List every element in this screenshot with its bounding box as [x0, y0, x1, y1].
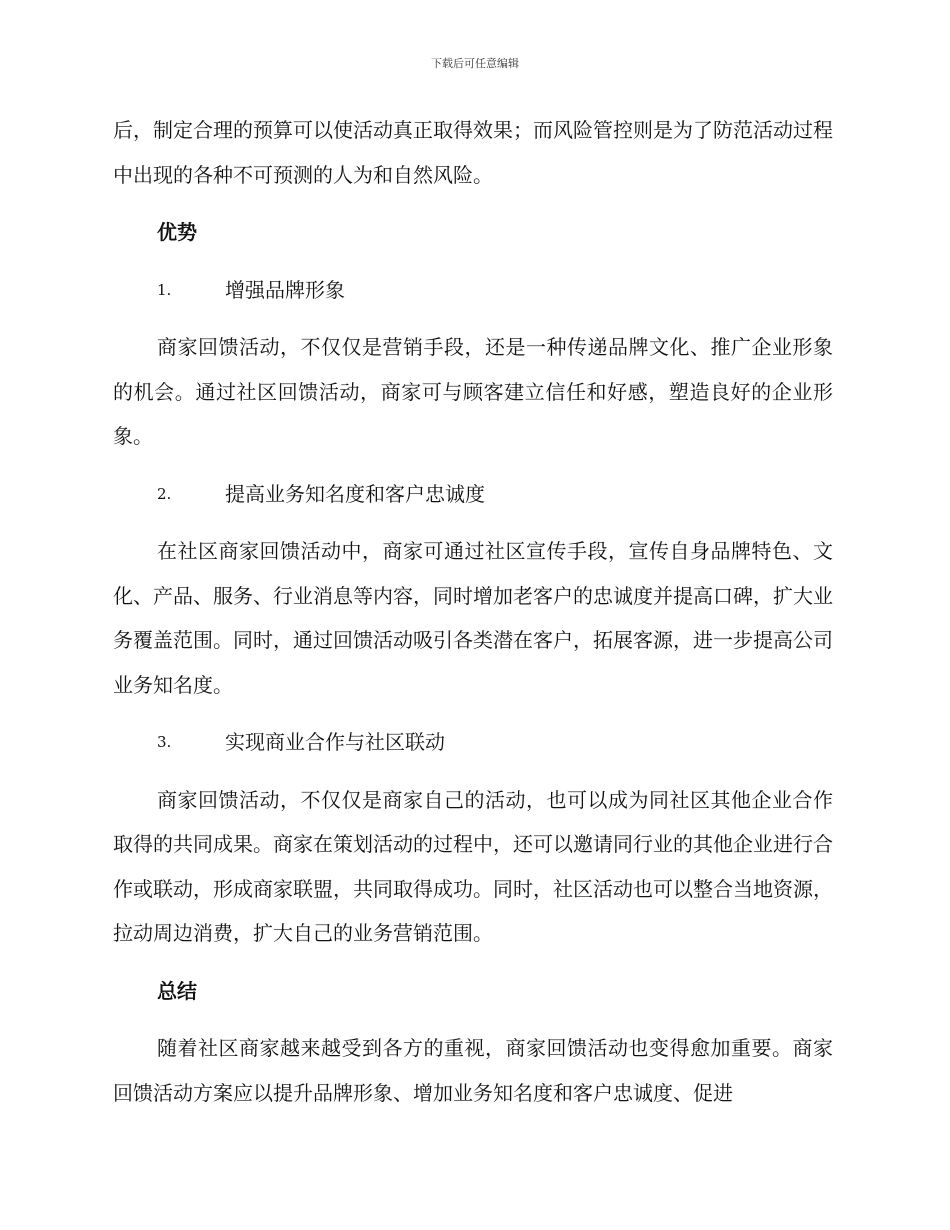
list-item-title: 增强品牌形象 [225, 277, 345, 302]
advantages-heading: 优势 [157, 220, 197, 244]
list-item-title: 提高业务知名度和客户忠诚度 [225, 481, 485, 506]
page-header: 下载后可任意编辑 [431, 57, 519, 70]
summary-paragraph: 随着社区商家越来越受到各方的重视，商家回馈活动也变得愈加重要。商家回馈活动方案应以提升品牌形象、增加业务知名度和客户忠诚度、促进 [113, 1036, 833, 1105]
list-item-title: 实现商业合作与社区联动 [225, 730, 445, 754]
item-2-paragraph: 在社区商家回馈活动中，商家可通过社区宣传手段，宣传自身品牌特色、文化、产品、服务、行业消息等内容，同时增加老客户的忠诚度并提高口碑，扩大业务覆盖范围。同时，通过回馈活动吸引各类潜在客户，拓展客源，进一步提高公司业务知名度。 [113, 539, 833, 697]
item-1-paragraph: 商家回馈活动，不仅仅是营销手段，还是一种传递品牌文化、推广企业形象的机会。通过社区回馈活动，商家可与顾客建立信任和好感，塑造良好的企业形象。 [113, 335, 833, 448]
list-item-2 [157, 472, 833, 517]
list-item-number: 3. [157, 733, 172, 751]
list-item-1 [157, 268, 833, 313]
item-3-paragraph: 商家回馈活动，不仅仅是商家自己的活动，也可以成为同社区其他企业合作取得的共同成果。商家在策划活动的过程中，还可以邀请同行业的其他企业进行合作或联动，形成商家联盟，共同取得成功。同时，社区活动也可以整合当地资源，拉动周边消费，扩大自己的业务营销范围。 [113, 787, 833, 945]
document-body [113, 108, 833, 1128]
intro-paragraph: 后，制定合理的预算可以使活动真正取得效果；而风险管控则是为了防范活动过程中出现的各种不可预测的人为和自然风险。 [113, 118, 833, 187]
list-item-3 [157, 720, 833, 765]
list-item-number: 2. [157, 484, 172, 503]
list-item-number: 1. [157, 280, 172, 299]
summary-heading: 总结 [157, 978, 197, 1003]
